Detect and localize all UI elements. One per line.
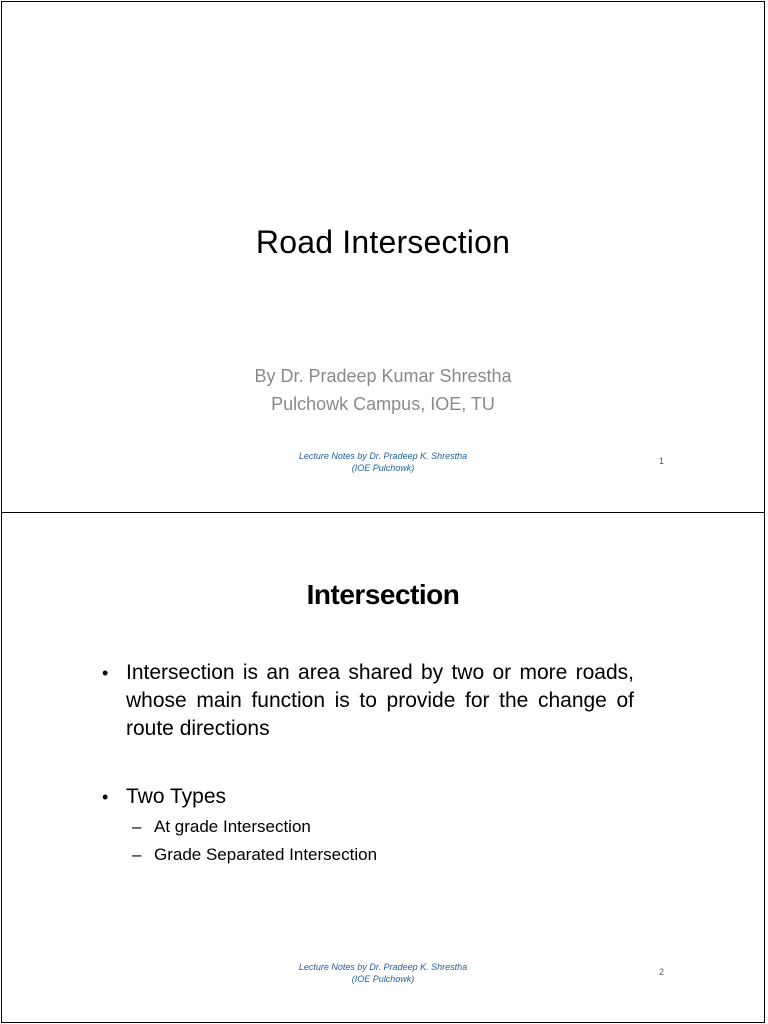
sub-bullet-item: – At grade Intersection bbox=[126, 813, 634, 841]
bullet-text: Two Types bbox=[126, 785, 226, 808]
sub-bullet-list bbox=[126, 813, 634, 869]
bullet-item bbox=[102, 659, 634, 743]
slide-footer bbox=[2, 961, 764, 985]
bullet-item bbox=[102, 783, 634, 869]
author-line: By Dr. Pradeep Kumar Shrestha bbox=[254, 366, 512, 386]
slide-title: Road Intersection bbox=[255, 224, 511, 260]
sub-bullet-item: – Grade Separated Intersection bbox=[126, 841, 634, 869]
slide-title: Intersection bbox=[306, 579, 460, 610]
slide-subtitle bbox=[2, 362, 764, 418]
footer-line-2: (IOE Pulchowk) bbox=[351, 974, 415, 984]
slide-footer bbox=[2, 450, 764, 474]
slide-1 bbox=[1, 1, 765, 513]
bullet-text: Intersection is an area shared by two or more roads, whose main function is to provide for the change of route directions bbox=[126, 661, 634, 740]
bullet-list bbox=[102, 659, 634, 869]
footer-line-2: (IOE Pulchowk) bbox=[351, 463, 415, 473]
slide-2 bbox=[1, 512, 765, 1023]
page-number: 1 bbox=[659, 456, 665, 466]
footer-line-1: Lecture Notes by Dr. Pradeep K. Shrestha bbox=[298, 962, 468, 972]
page-number: 2 bbox=[659, 967, 665, 977]
footer-line-1: Lecture Notes by Dr. Pradeep K. Shrestha bbox=[298, 451, 468, 461]
affiliation-line: Pulchowk Campus, IOE, TU bbox=[271, 394, 495, 414]
